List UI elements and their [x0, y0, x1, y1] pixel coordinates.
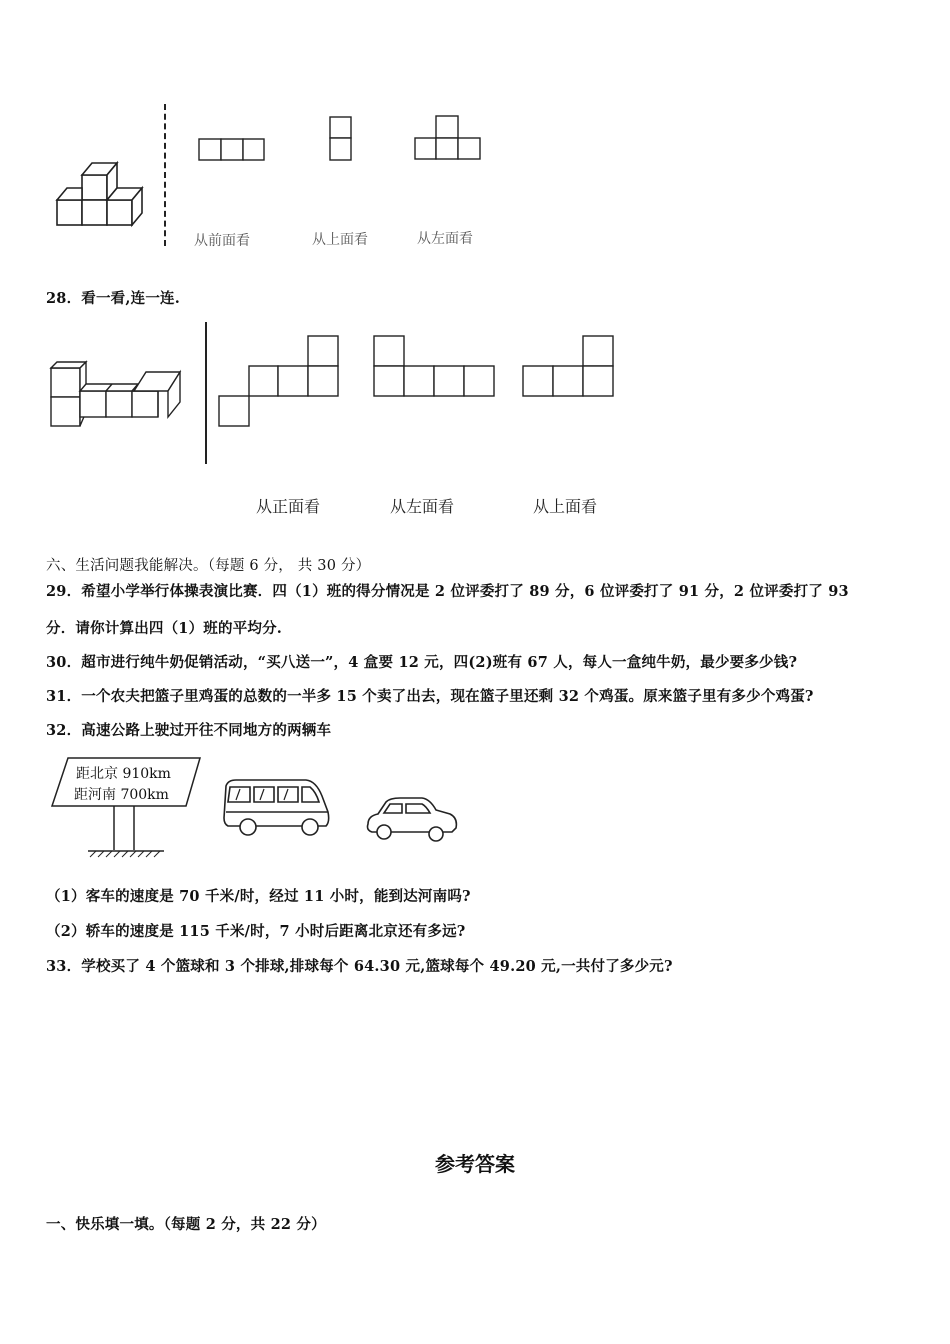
answers-section1: 一、快乐填一填。（每题 2 分，共 22 分） — [46, 1216, 326, 1233]
q28-view-a — [218, 334, 342, 428]
bus-icon — [222, 778, 334, 838]
answers-title: 参考答案 — [435, 1152, 515, 1176]
top-view-grid — [329, 116, 353, 162]
front-view-grid — [198, 138, 266, 162]
cube-stack-figure — [50, 155, 155, 235]
sign-line-1: 距北京 910km — [76, 766, 171, 782]
q31-text: 31．一个农夫把篮子里鸡蛋的总数的一半多 15 个卖了出去，现在篮子里还剩 32 个鸡蛋。原来篮子里有多少个鸡蛋? — [46, 688, 814, 705]
q32-text: 32．高速公路上驶过开往不同地方的两辆车 — [46, 722, 332, 739]
q28-divider — [205, 322, 207, 464]
q32-sub1: （1）客车的速度是 70 千米/时，经过 11 小时，能到达河南吗? — [46, 888, 471, 905]
caption-front: 从前面看 — [194, 233, 250, 249]
q29-line2: 分．请你计算出四（1）班的平均分. — [46, 620, 283, 637]
q28-text: 28．看一看,连一连. — [46, 290, 180, 307]
caption-top: 从上面看 — [312, 232, 368, 248]
left-view-grid — [414, 115, 482, 161]
q29-line1: 29．希望小学举行体操表演比赛．四（1）班的得分情况是 2 位评委打了 89 分，6 位评委打了 91 分，2 位评委打了 93 — [46, 583, 849, 600]
sign-line-2: 距河南 700km — [74, 787, 169, 803]
q28-view-b — [372, 334, 498, 398]
q28-caption-front: 从正面看 — [256, 497, 321, 516]
q28-cube-figure — [48, 362, 188, 428]
caption-left: 从左面看 — [417, 231, 473, 247]
car-icon — [364, 796, 460, 842]
q33-text: 33．学校买了 4 个篮球和 3 个排球,排球每个 64.30 元,篮球每个 49.20 元,一共付了多少元? — [46, 958, 673, 975]
q28-caption-top: 从上面看 — [533, 497, 598, 516]
q28-caption-left: 从左面看 — [390, 497, 455, 516]
q30-text: 30．超市进行纯牛奶促销活动，“买八送一”，4 盒要 12 元，四(2)班有 67 人，每人一盒纯牛奶，最少要多少钱? — [46, 654, 798, 671]
section6-heading: 六、生活问题我能解决。（每题 6 分， 共 30 分） — [46, 558, 371, 574]
q28-view-c — [521, 334, 617, 398]
divider-dashed — [164, 104, 166, 246]
q32-sub2: （2）轿车的速度是 115 千米/时，7 小时后距离北京还有多远? — [46, 923, 466, 940]
